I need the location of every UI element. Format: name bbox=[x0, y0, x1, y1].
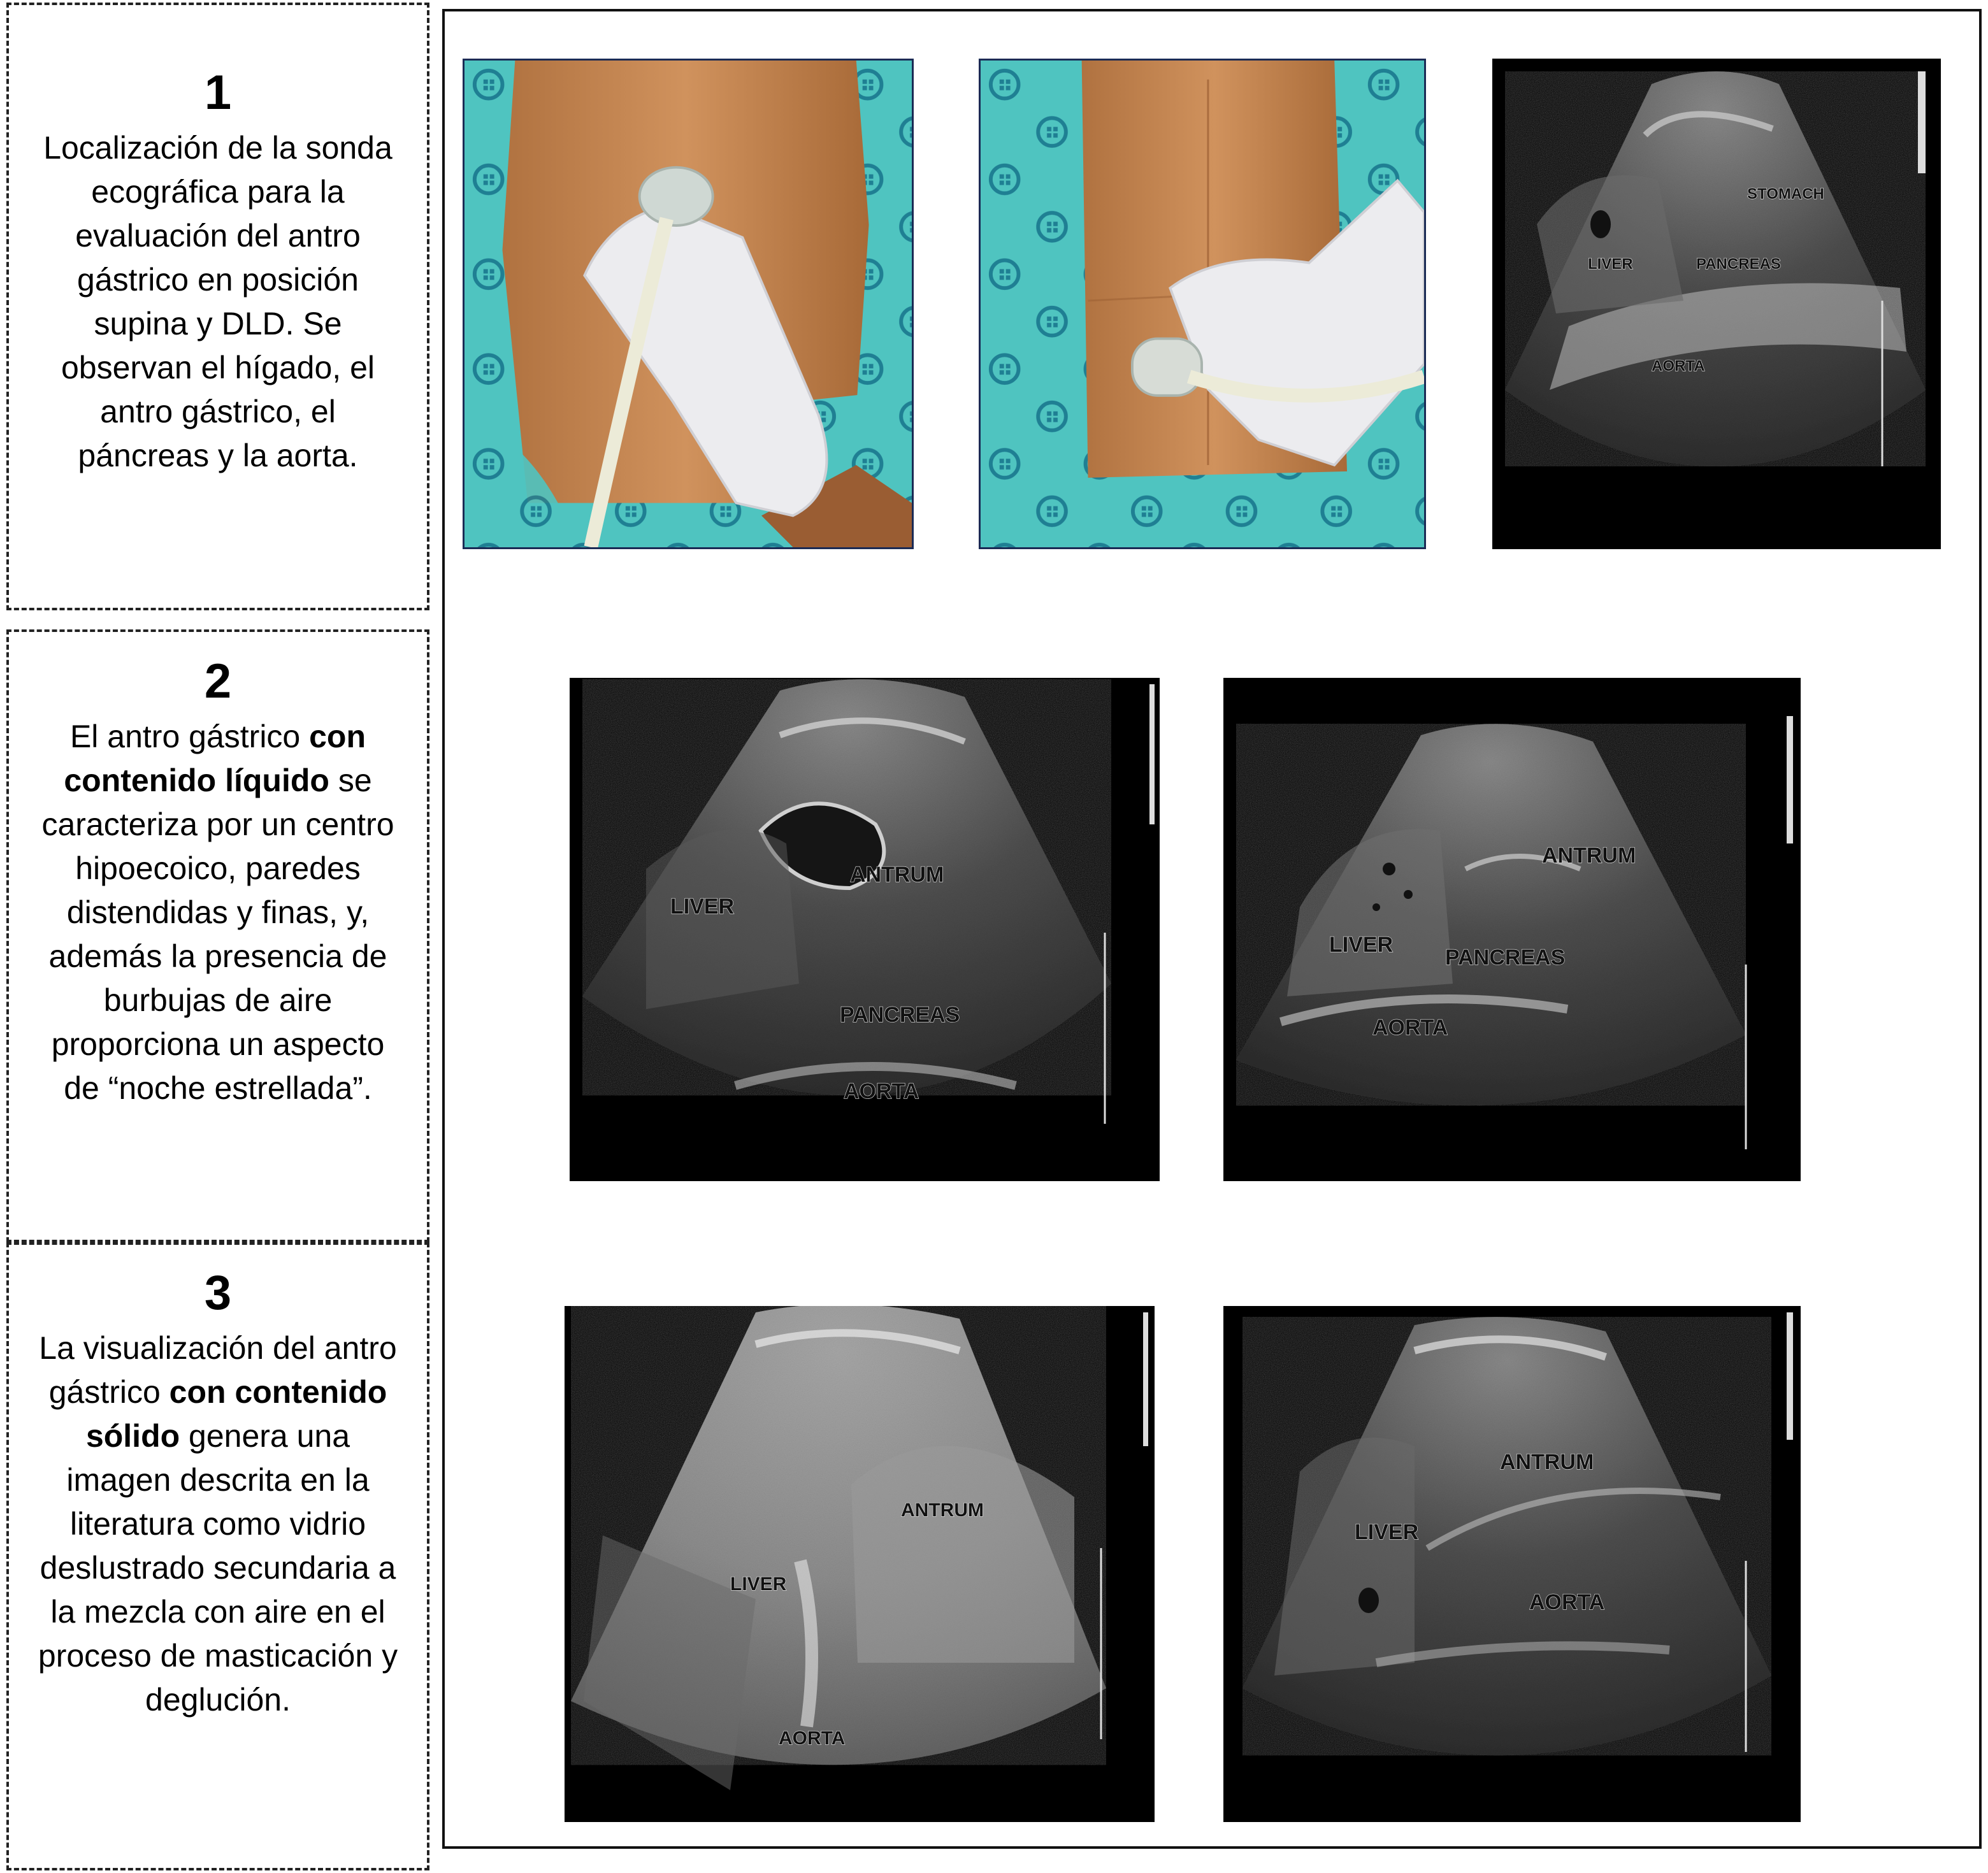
step-2-box bbox=[6, 629, 429, 1242]
step-2-text-before: El antro gástrico bbox=[69, 719, 310, 754]
step-3-box bbox=[6, 1242, 429, 1870]
step-2-number: 2 bbox=[204, 654, 232, 708]
label-pancreas: PANCREAS bbox=[1445, 945, 1566, 970]
step-3-text-bold: con contenido sólido bbox=[85, 1374, 387, 1454]
label-antrum: ANTRUM bbox=[850, 863, 944, 887]
label-aorta: AORTA bbox=[844, 1079, 919, 1103]
step-3-text-before: La visualización del antro gástrico bbox=[39, 1330, 397, 1410]
ultrasound-liquid-supine bbox=[570, 678, 1160, 1181]
label-aorta: AORTA bbox=[1652, 357, 1705, 375]
step-3-text bbox=[9, 1326, 427, 1722]
step-3-text-after: genera una imagen descrita en la literatura como vidrio deslustrado secundaria a la mezcla con aire en el proceso de masticación y deglución. bbox=[38, 1418, 398, 1718]
photo-probe-supine bbox=[463, 59, 914, 549]
label-aorta: AORTA bbox=[1529, 1590, 1605, 1614]
label-liver: LIVER bbox=[1588, 255, 1633, 273]
label-liver: LIVER bbox=[730, 1574, 787, 1595]
label-liver: LIVER bbox=[1329, 933, 1394, 957]
step-1-text: Localización de la sonda ecográfica para la evaluación del antro gástrico en posición supina y DLD. Se observan el hígado, el antro gástrico, el páncreas y la aorta. bbox=[43, 130, 393, 473]
label-pancreas: PANCREAS bbox=[1696, 255, 1781, 273]
ultrasound-liquid-decubitus bbox=[1223, 678, 1801, 1181]
ultrasound-solid-supine bbox=[565, 1306, 1155, 1822]
step-3-number: 3 bbox=[204, 1266, 232, 1320]
label-liver: LIVER bbox=[670, 894, 735, 919]
step-1-box bbox=[6, 3, 429, 610]
step-1-number: 1 bbox=[204, 66, 232, 120]
step-2-text bbox=[9, 715, 427, 1110]
label-antrum: ANTRUM bbox=[1542, 843, 1636, 868]
label-liver: LIVER bbox=[1355, 1520, 1419, 1544]
label-pancreas: PANCREAS bbox=[840, 1003, 960, 1027]
label-antrum: ANTRUM bbox=[1500, 1450, 1594, 1474]
step-2-text-bold: con contenido líquido bbox=[64, 719, 366, 798]
label-antrum: ANTRUM bbox=[901, 1500, 984, 1521]
step-2-text-after: se caracteriza por un centro hipoecoico, paredes distendidas y finas, y, además la presencia de burbujas de aire proporciona un aspecto de “noche estrellada”. bbox=[41, 763, 394, 1106]
label-stomach: STOMACH bbox=[1747, 185, 1824, 203]
ultrasound-solid-decubitus bbox=[1223, 1306, 1801, 1822]
ultrasound-supine bbox=[1492, 59, 1941, 549]
photo-probe-decubitus bbox=[979, 59, 1426, 549]
label-aorta: AORTA bbox=[779, 1728, 846, 1749]
label-aorta: AORTA bbox=[1372, 1015, 1448, 1040]
